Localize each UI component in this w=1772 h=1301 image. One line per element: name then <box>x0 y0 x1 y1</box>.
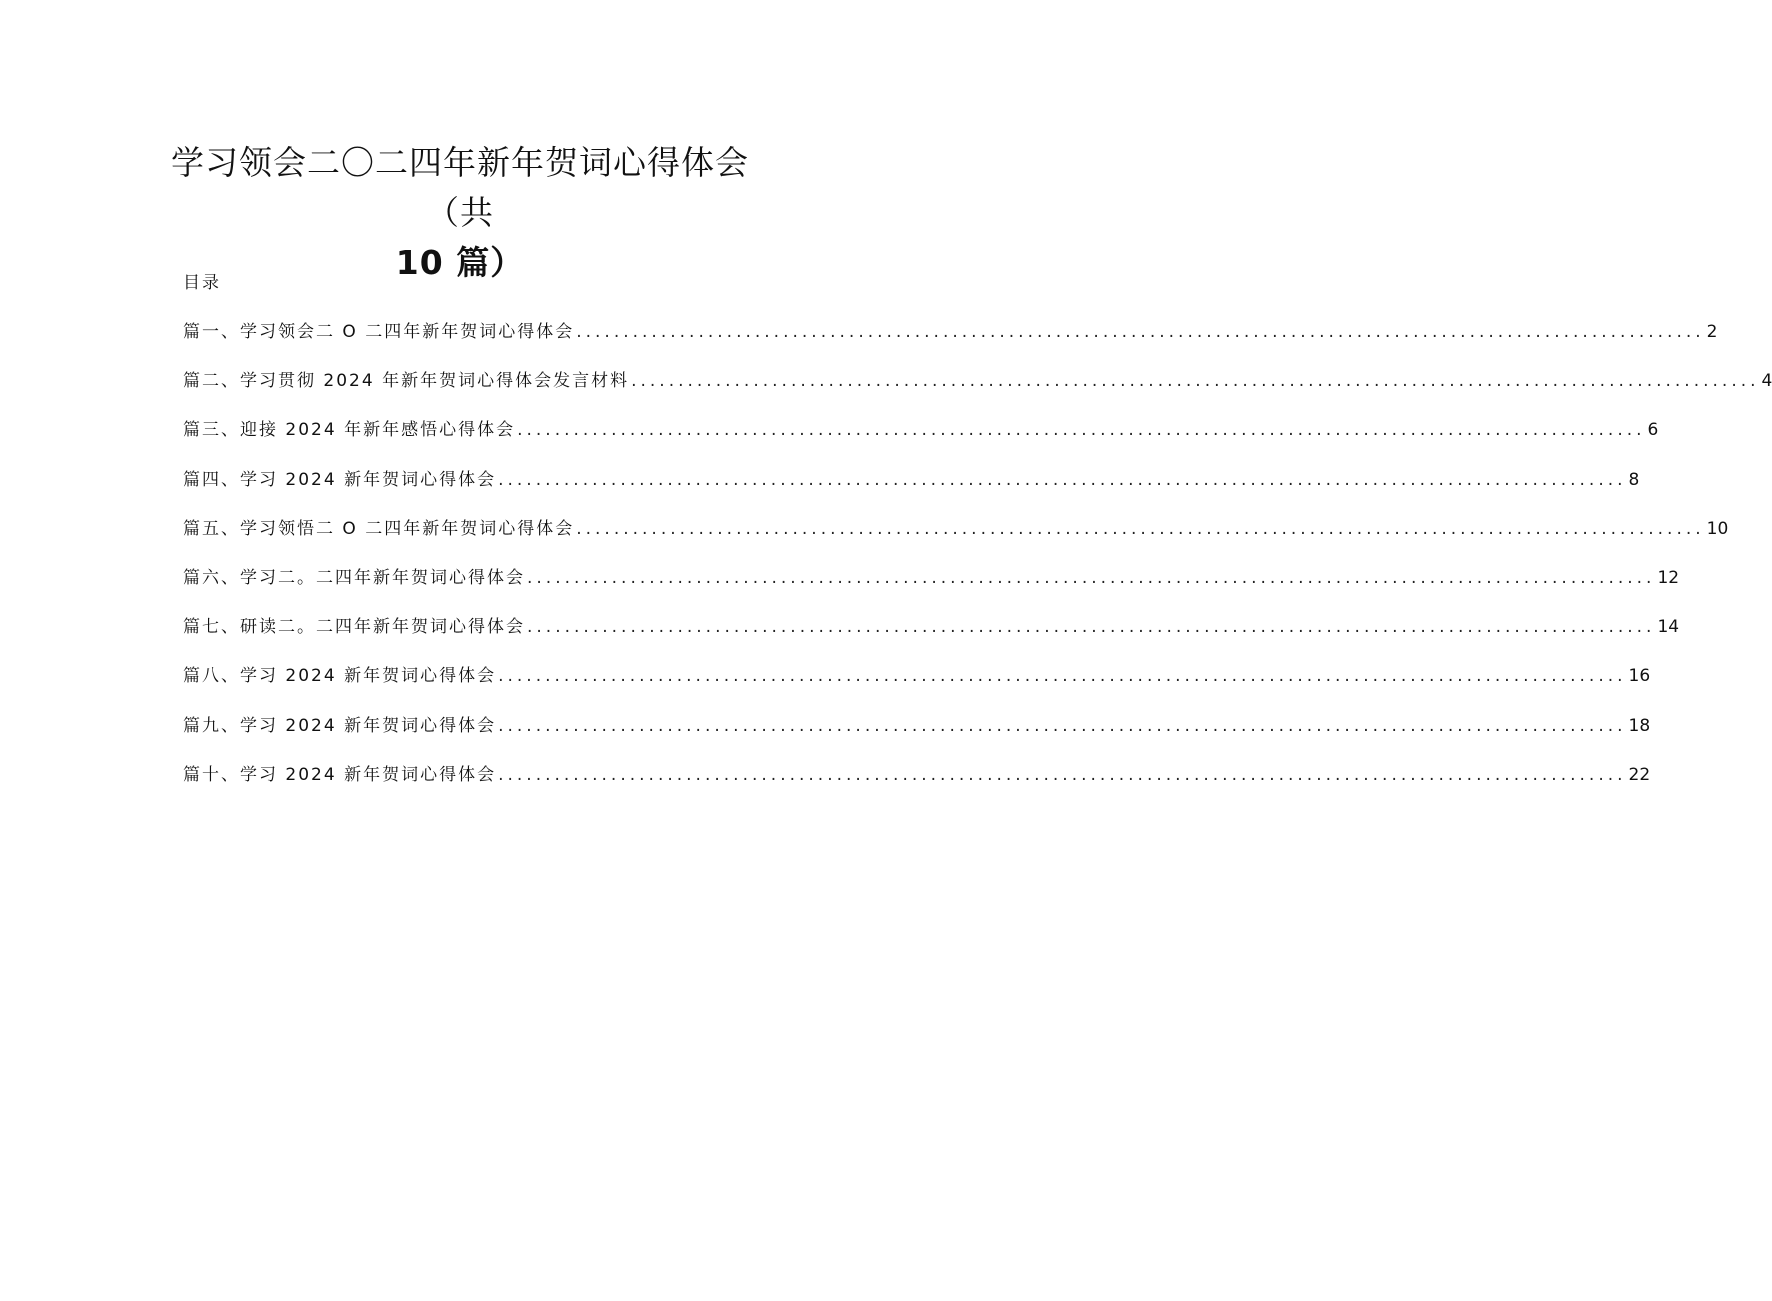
toc-entry-page: 2 <box>1706 322 1718 342</box>
toc-entry-label: 篇七、研读二。二四年新年贺词心得体会 <box>183 617 525 638</box>
toc-leader-dots: ........................................................................................................................ <box>631 371 1760 392</box>
toc-entry-7[interactable] <box>183 613 1680 662</box>
toc-leader-dots: ........................................................................................................................ <box>576 322 1705 342</box>
title-line-2: 10 篇） <box>395 243 525 282</box>
toc-entry-4[interactable] <box>183 466 1640 515</box>
toc-entry-6[interactable] <box>183 564 1680 613</box>
document-title <box>140 138 780 288</box>
table-of-contents <box>183 318 1772 810</box>
toc-leader-dots: ........................................................................................................................ <box>498 715 1627 736</box>
toc-leader-dots: ........................................................................................................................ <box>498 469 1627 490</box>
toc-entry-1[interactable] <box>183 318 1718 367</box>
toc-entry-label: 篇六、学习二。二四年新年贺词心得体会 <box>183 567 525 588</box>
toc-entry-page: 22 <box>1628 764 1651 785</box>
toc-leader-dots: ........................................................................................................................ <box>527 617 1656 638</box>
toc-entry-label: 篇五、学习领悟二 O 二四年新年贺词心得体会 <box>183 518 575 539</box>
toc-entry-page: 18 <box>1628 715 1651 736</box>
toc-entry-5[interactable] <box>183 515 1729 564</box>
toc-leader-dots: ........................................................................................................................ <box>498 764 1627 785</box>
toc-entry-page: 16 <box>1628 666 1651 687</box>
toc-entry-page: 14 <box>1657 617 1680 638</box>
toc-entry-label: 篇三、迎接 2024 年新年感悟心得体会 <box>183 420 516 441</box>
toc-entry-9[interactable] <box>183 712 1651 761</box>
toc-entry-8[interactable] <box>183 662 1651 711</box>
toc-entry-page: 6 <box>1647 420 1659 441</box>
toc-entry-label: 篇八、学习 2024 新年贺词心得体会 <box>183 666 497 687</box>
toc-leader-dots: ........................................................................................................................ <box>498 666 1627 687</box>
toc-entry-page: 8 <box>1628 469 1640 490</box>
toc-entry-page: 12 <box>1657 567 1680 588</box>
toc-entry-label: 篇二、学习贯彻 2024 年新年贺词心得体会发言材料 <box>183 371 630 392</box>
toc-entry-label: 篇四、学习 2024 新年贺词心得体会 <box>183 469 497 490</box>
toc-entry-10[interactable] <box>183 761 1651 810</box>
title-line-1: 学习领会二〇二四年新年贺词心得体会（共 <box>171 143 749 232</box>
toc-entry-3[interactable] <box>183 416 1659 465</box>
toc-leader-dots: ........................................................................................................................ <box>527 567 1656 588</box>
toc-leader-dots: ........................................................................................................................ <box>517 420 1646 441</box>
toc-entry-label: 篇九、学习 2024 新年贺词心得体会 <box>183 715 497 736</box>
toc-entry-page: 10 <box>1706 518 1729 539</box>
toc-entry-label: 篇一、学习领会二 O 二四年新年贺词心得体会 <box>183 322 575 342</box>
toc-leader-dots: ........................................................................................................................ <box>576 518 1705 539</box>
toc-entry-label: 篇十、学习 2024 新年贺词心得体会 <box>183 764 497 785</box>
toc-entry-2[interactable] <box>183 367 1772 416</box>
toc-heading: 目录 <box>183 273 221 293</box>
toc-entry-page: 4 <box>1761 371 1772 392</box>
